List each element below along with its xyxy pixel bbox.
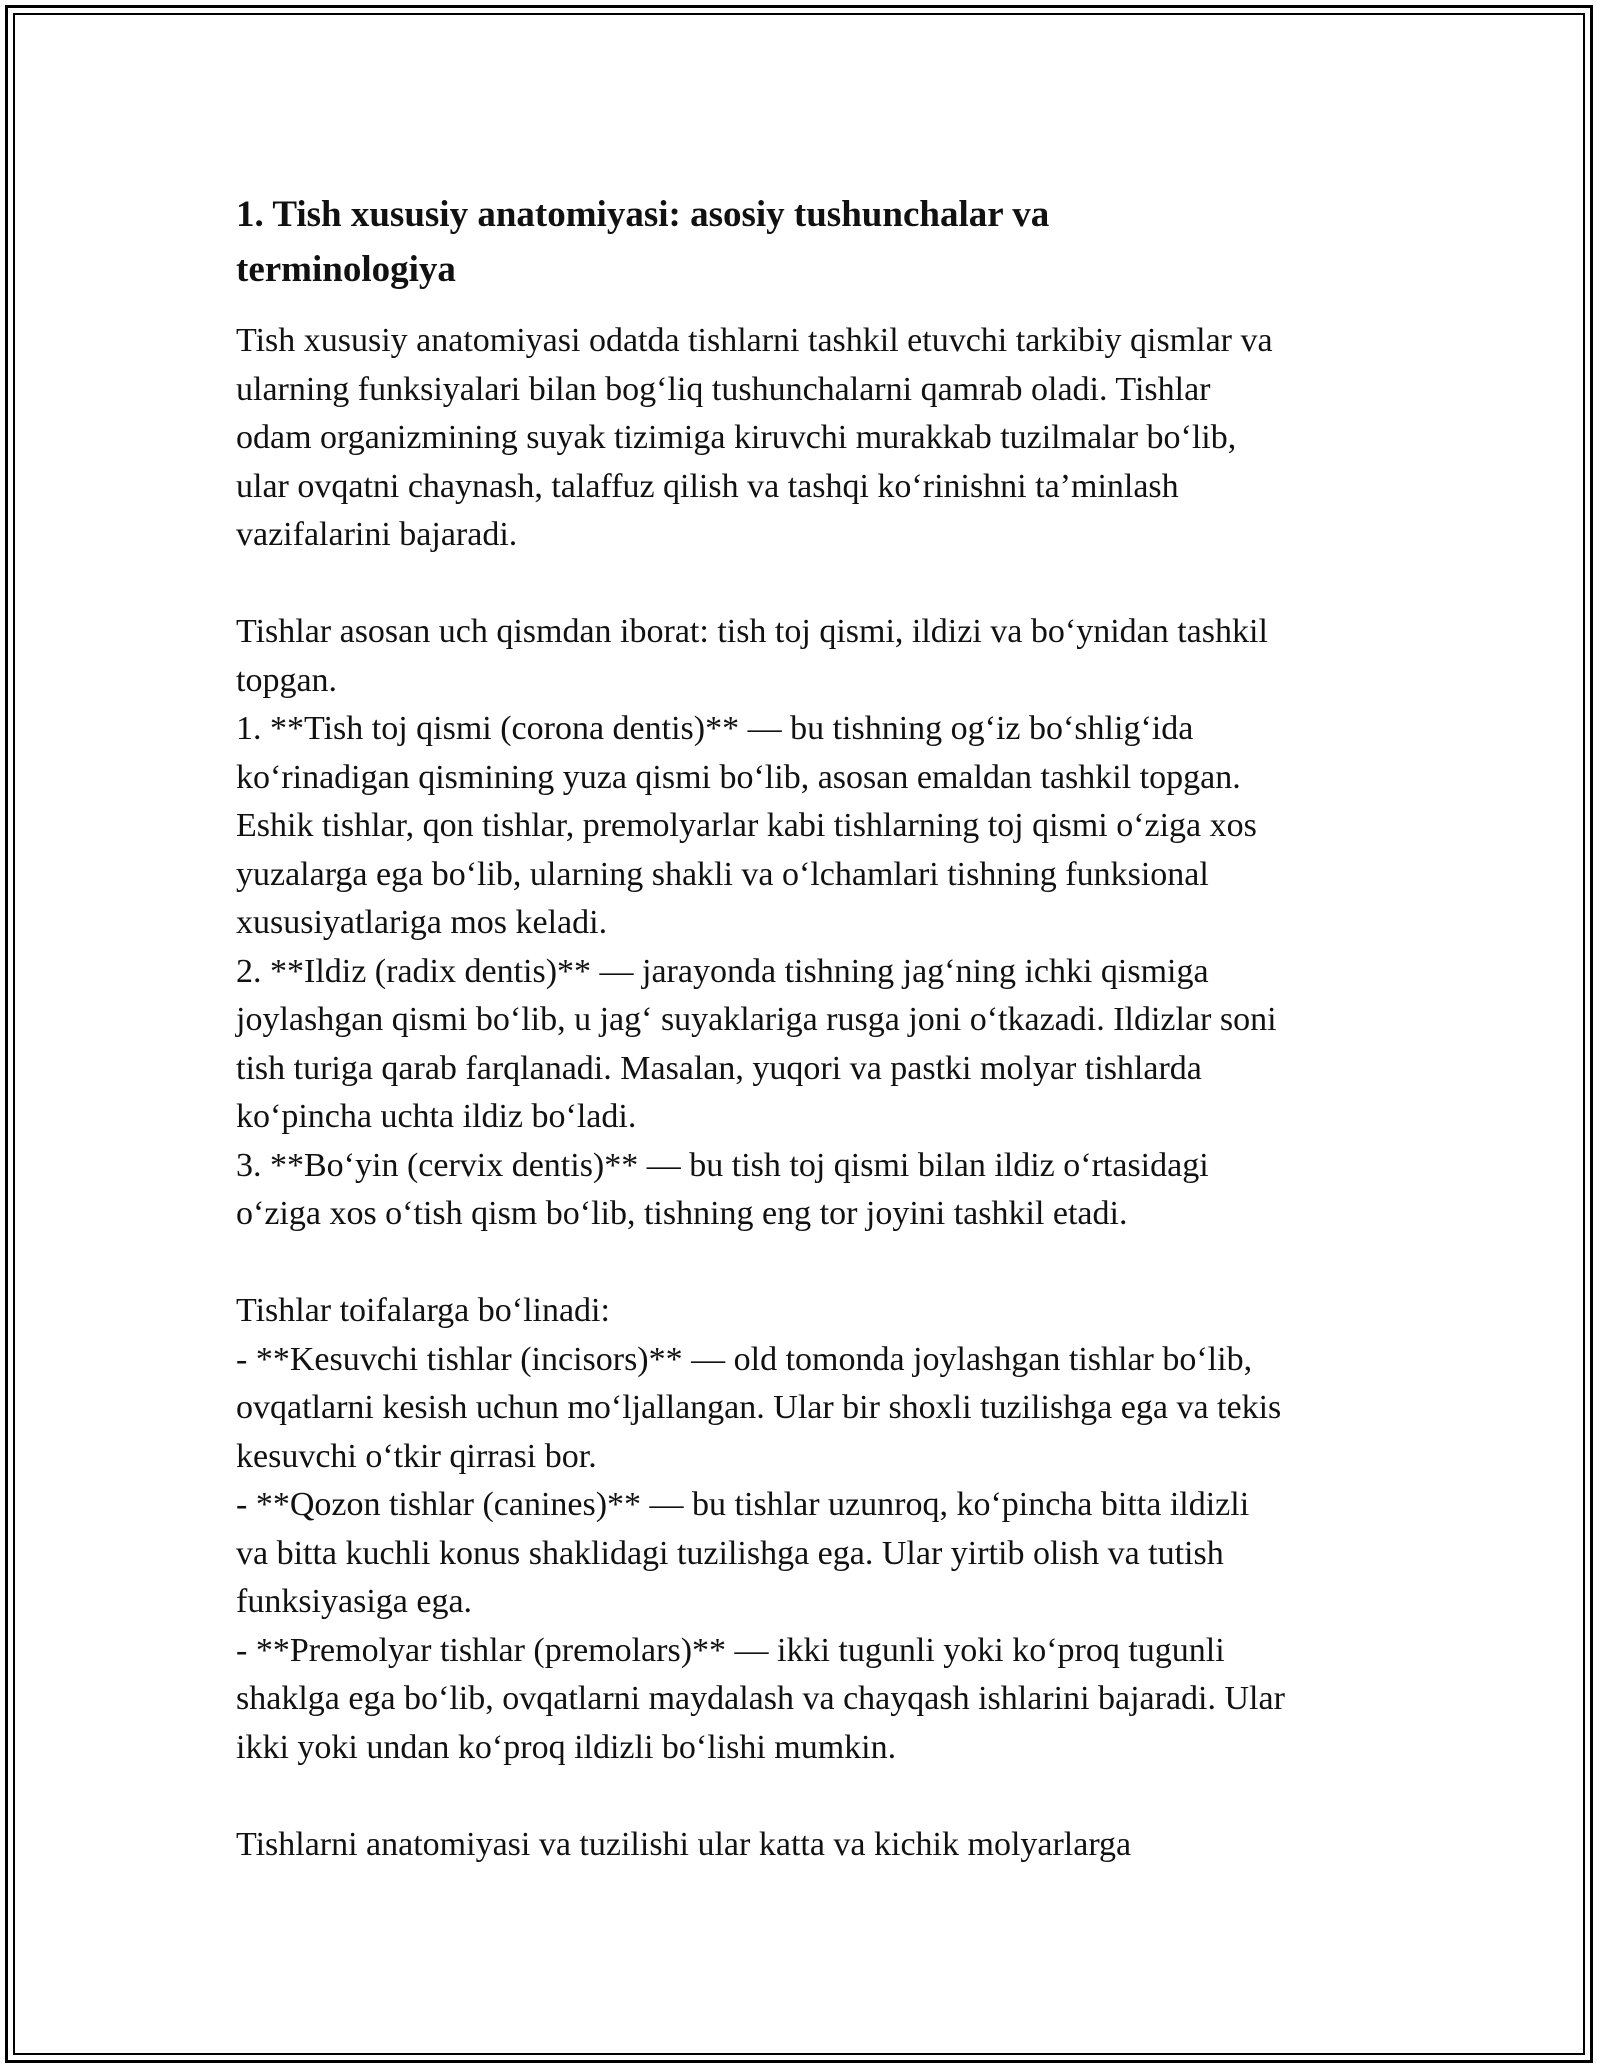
list-item-line: funksiyasiga ega. xyxy=(236,1583,473,1620)
heading-line: 1. Tish xususiy anatomiyasi: asosiy tushunchalar va xyxy=(236,194,1050,235)
paragraph-line: Tishlar asosan uch qismdan iborat: tish toj qismi, ildizi va bo‘ynidan tashkil xyxy=(236,613,1268,650)
list-item-line: kesuvchi o‘tkir qirrasi bor. xyxy=(236,1437,597,1475)
list-item-line: o‘ziga xos o‘tish qism bo‘lib, tishning eng tor joyini tashkil etadi. xyxy=(236,1195,1128,1232)
paragraph-gap xyxy=(236,1772,1378,1821)
paragraph-molars xyxy=(236,1821,1378,1870)
list-item-line: ovqatlarni kesish uchun mo‘ljallangan. Ular bir shoxli tuzilishga ega va tekis xyxy=(236,1389,1282,1426)
document-body xyxy=(236,187,1378,1869)
paragraph-line: vazifalarini bajaradi. xyxy=(236,516,518,553)
list-item-line: - **Qozon tishlar (canines)** — bu tishlar uzunroq, ko‘pincha bitta ildizli xyxy=(236,1486,1250,1523)
list-item-line: joylashgan qismi bo‘lib, u jag‘ suyaklariga rusga joni o‘tkazadi. Ildizlar soni xyxy=(236,1001,1277,1038)
list-item-line: shaklga ega bo‘lib, ovqatlarni maydalash va chayqash ishlarini bajaradi. Ular xyxy=(236,1680,1285,1717)
list-item-line: xususiyatlariga mos keladi. xyxy=(236,904,608,941)
paragraph-tooth-parts xyxy=(236,608,1378,1239)
list-item-line: ko‘rinadigan qismining yuza qismi bo‘lib, asosan emaldan tashkil topgan. xyxy=(236,758,1241,796)
list-item-line: ikki yoki undan ko‘proq ildizli bo‘lishi mumkin. xyxy=(236,1728,897,1766)
paragraph-line: ular ovqatni chaynash, talaffuz qilish va tashqi ko‘rinishni ta’minlash xyxy=(236,467,1179,505)
list-item-line: 2. **Ildiz (radix dentis)** — jarayonda tishning jag‘ning ichki qismiga xyxy=(236,952,1209,990)
paragraph-intro xyxy=(236,317,1378,560)
list-item-line: va bitta kuchli konus shaklidagi tuzilishga ega. Ular yirtib olish va tutish xyxy=(236,1534,1224,1572)
list-item-line: ko‘pincha uchta ildiz bo‘ladi. xyxy=(236,1098,637,1135)
list-item-line: Eshik tishlar, qon tishlar, premolyarlar kabi tishlarning toj qismi o‘ziga xos xyxy=(236,807,1257,844)
list-item-line: tish turiga qarab farqlanadi. Masalan, yuqori va pastki molyar tishlarda xyxy=(236,1049,1202,1087)
paragraph-line: odam organizmining suyak tizimiga kiruvchi murakkab tuzilmalar bo‘lib, xyxy=(236,419,1237,456)
heading-line: terminologiya xyxy=(236,249,456,290)
paragraph-line: Tish xususiy anatomiyasi odatda tishlarni tashkil etuvchi tarkibiy qismlar va xyxy=(236,322,1273,359)
paragraph-tooth-types xyxy=(236,1287,1378,1772)
paragraph-line: topgan. xyxy=(236,661,338,699)
list-item-line: 1. **Tish toj qismi (corona dentis)** — bu tishning og‘iz bo‘shlig‘ida xyxy=(236,710,1194,747)
paragraph-line: Tishlar toifalarga bo‘linadi: xyxy=(236,1292,610,1329)
list-item-line: - **Kesuvchi tishlar (incisors)** — old tomonda joylashgan tishlar bo‘lib, xyxy=(236,1340,1253,1378)
paragraph-line: ularning funksiyalari bilan bog‘liq tushunchalarni qamrab oladi. Tishlar xyxy=(236,370,1211,408)
list-item-line: yuzalarga ega bo‘lib, ularning shakli va o‘lchamlari tishning funksional xyxy=(236,855,1209,893)
section-heading xyxy=(236,187,1378,297)
list-item-line: - **Premolyar tishlar (premolars)** — ikki tugunli yoki ko‘proq tugunli xyxy=(236,1631,1225,1669)
list-item-line: 3. **Bo‘yin (cervix dentis)** — bu tish toj qismi bilan ildiz o‘rtasidagi xyxy=(236,1146,1209,1184)
paragraph-gap xyxy=(236,1239,1378,1288)
paragraph-line: Tishlarni anatomiyasi va tuzilishi ular katta va kichik molyarlarga xyxy=(236,1825,1132,1863)
paragraph-gap xyxy=(236,560,1378,609)
